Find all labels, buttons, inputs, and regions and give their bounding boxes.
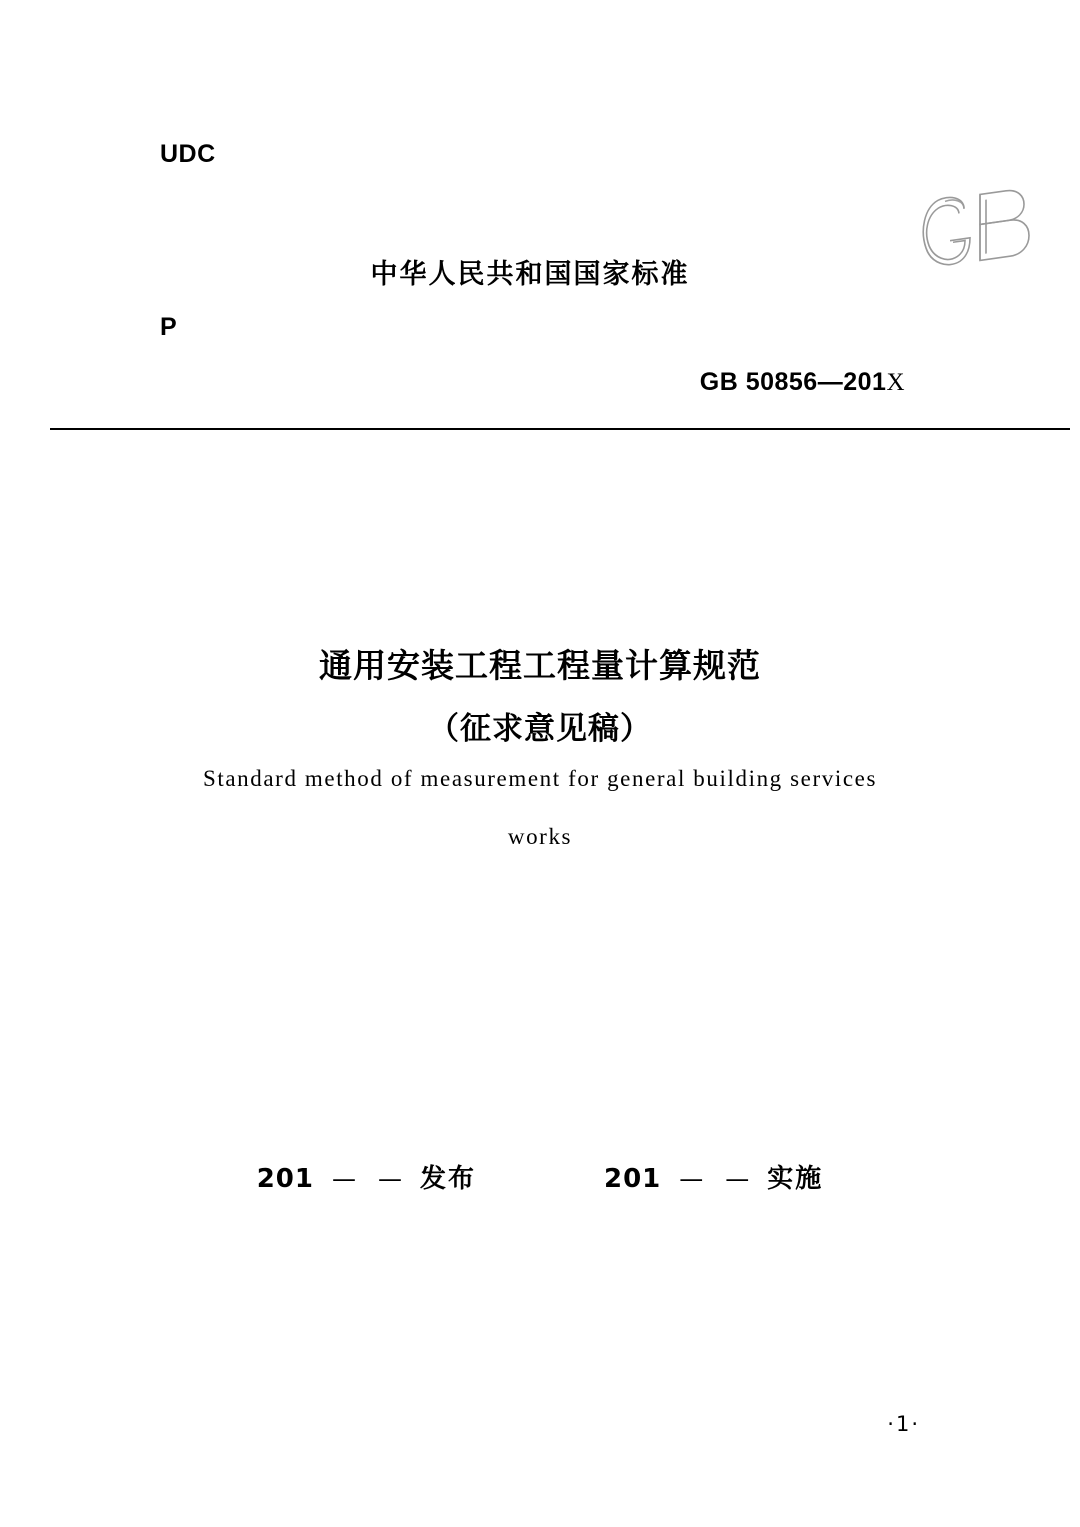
publish-dash-1: —: [331, 1165, 356, 1193]
document-title-english-line2: works: [507, 824, 573, 849]
implement-year: 201: [604, 1164, 662, 1194]
standard-number: [700, 368, 905, 397]
implement-date: [604, 1158, 823, 1195]
implement-dash-2: —: [725, 1165, 750, 1193]
national-standard-title: 中华人民共和国国家标准: [370, 259, 690, 290]
standard-number-suffix: X: [886, 369, 905, 396]
issue-dates-row: [0, 1158, 1080, 1195]
document-subtitle-chinese: （征求意见稿）: [428, 711, 652, 747]
implement-dash-1: —: [679, 1165, 704, 1193]
document-title-chinese: 通用安装工程工程量计算规范: [319, 646, 761, 685]
document-title-english-line1: Standard method of measurement for general building services: [202, 766, 877, 791]
udc-label: UDC: [160, 140, 216, 168]
publish-date: [257, 1158, 476, 1195]
publish-year: 201: [256, 1164, 314, 1194]
classification-code-p: P: [160, 313, 177, 341]
page-number: ·1·: [887, 1412, 920, 1436]
publish-dash-2: —: [377, 1165, 402, 1193]
standard-number-prefix: GB 50856—201: [699, 368, 887, 396]
header-divider: [50, 428, 1070, 430]
publish-action-label: 发布: [419, 1164, 476, 1194]
gb-logo-icon: [912, 188, 1042, 298]
implement-action-label: 实施: [767, 1164, 824, 1194]
